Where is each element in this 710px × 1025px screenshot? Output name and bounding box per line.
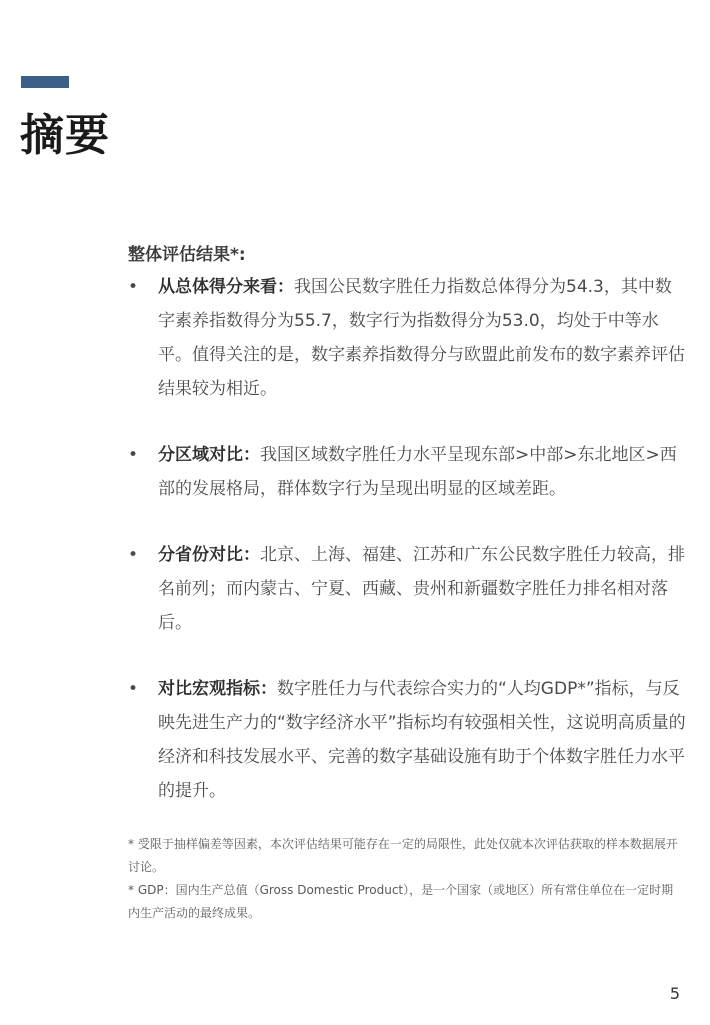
bullet-label: 从总体得分来看： bbox=[158, 277, 294, 297]
bullet-dot-icon: • bbox=[128, 545, 139, 565]
bullet-overall-score bbox=[128, 270, 688, 406]
bullet-dot-icon: • bbox=[128, 445, 139, 465]
page-title: 摘要 bbox=[20, 110, 110, 161]
bullet-dot-icon: • bbox=[128, 679, 139, 699]
footnote-gdp: * GDP：国内生产总值（Gross Domestic Product），是一个国家（或地区）所有常住单位在一定时期内生产活动的最终成果。 bbox=[128, 883, 674, 920]
bullet-provincial-comparison bbox=[128, 538, 688, 640]
bullet-macro-indicators bbox=[128, 672, 688, 808]
bullet-text: 数字胜任力与代表综合实力的“人均GDP*”指标，与反映先进生产力的“数字经济水平”指标均有较强相关性，这说明高质量的经济和科技发展水平、完善的数字基础设施有助于个体数字胜任力水平的提升。 bbox=[158, 679, 686, 801]
summary-heading: 整体评估结果*: bbox=[128, 245, 246, 265]
bullet-text: 北京、上海、福建、江苏和广东公民数字胜任力较高，排名前列；而内蒙古、宁夏、西藏、贵州和新疆数字胜任力排名相对落后。 bbox=[158, 545, 685, 633]
bullet-label: 分区域对比： bbox=[158, 445, 260, 465]
title-accent-bar bbox=[21, 76, 69, 88]
bullet-text: 我国区域数字胜任力水平呈现东部>中部>东北地区>西部的发展格局，群体数字行为呈现出明显的区域差距。 bbox=[158, 445, 677, 499]
footnotes bbox=[128, 833, 684, 925]
summary-bullet-list bbox=[128, 270, 688, 808]
bullet-label: 分省份对比： bbox=[158, 545, 260, 565]
footnote-sampling: * 受限于抽样偏差等因素，本次评估结果可能存在一定的局限性，此处仅就本次评估获取的样本数据展开讨论。 bbox=[128, 837, 678, 874]
bullet-text: 我国公民数字胜任力指数总体得分为54.3，其中数字素养指数得分为55.7，数字行为指数得分为53.0，均处于中等水平。值得关注的是，数字素养指数得分与欧盟此前发布的数字素养评估结果较为相近。 bbox=[158, 277, 685, 399]
page-number: 5 bbox=[669, 984, 680, 1003]
bullet-regional-comparison bbox=[128, 438, 688, 506]
bullet-label: 对比宏观指标： bbox=[158, 679, 277, 699]
bullet-dot-icon: • bbox=[128, 277, 139, 297]
summary-section bbox=[128, 240, 688, 808]
